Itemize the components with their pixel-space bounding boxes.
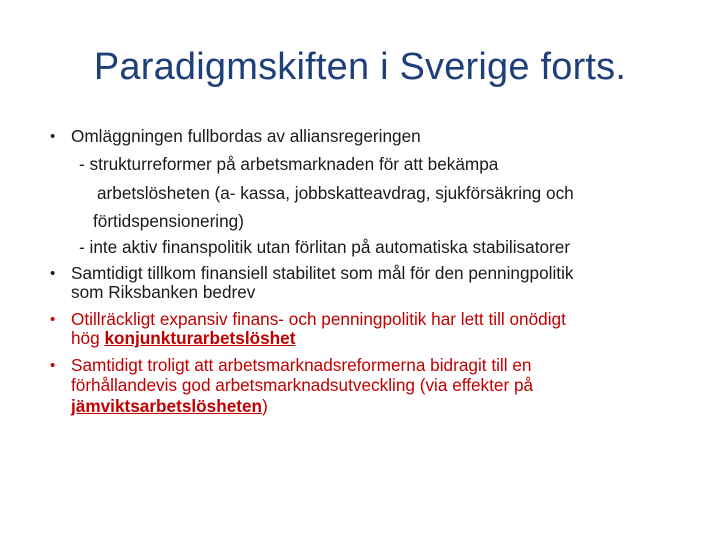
bullet-1-line-2: - strukturreformer på arbetsmarknaden för att bekämpa [79,154,499,174]
bullet-4-line-1: Samtidigt troligt att arbetsmarknadsreformerna bidragit till en [71,355,532,375]
bullet-2-line-2: som Riksbanken bedrev [71,282,256,302]
slide-title: Paradigmskiften i Sverige forts. [93,46,627,88]
bullet-marker: • [50,311,56,328]
bullet-marker: • [50,128,56,145]
bullet-3-emphasis: konjunkturarbetslöshet [104,328,296,348]
bullet-2-line-1: Samtidigt tillkom finansiell stabilitet som mål för den penningpolitik [71,263,574,283]
bullet-4-emphasis: jämviktsarbetslösheten [71,396,263,416]
bullet-1-line-4: förtidspensionering) [93,211,244,231]
bullet-1-line-1: Omläggningen fullbordas av alliansregeringen [71,126,421,146]
bullet-3-line-2 [71,329,295,348]
bullet-4-line-2: förhållandevis god arbetsmarknadsutveckling (via effekter på [71,375,534,395]
bullet-marker: • [50,265,56,282]
bullet-4-closing: ) [262,396,268,416]
bullet-3-line-2-text: hög [71,328,105,348]
bullet-1-line-5: - inte aktiv finanspolitik utan förlitan på automatiska stabilisatorer [79,237,571,257]
bullet-1-line-3: arbetslösheten (a- kassa, jobbskatteavdrag, sjukförsäkring och [97,183,574,203]
bullet-marker: • [50,357,56,374]
bullet-4-line-3 [71,397,268,416]
bullet-3-line-1: Otillräckligt expansiv finans- och penningpolitik har lett till onödigt [71,309,566,329]
